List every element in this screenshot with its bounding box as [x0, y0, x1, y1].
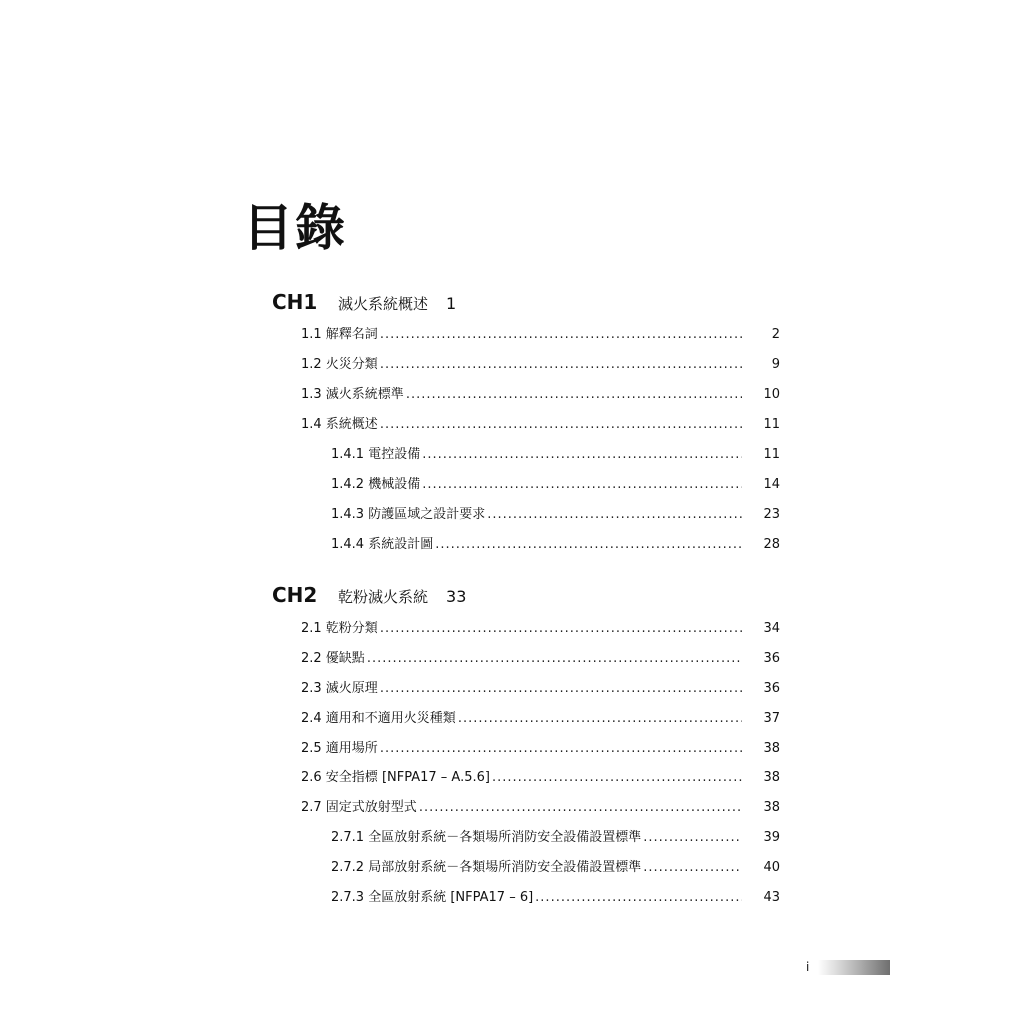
toc-entry-label: 2.6 安全指標 [NFPA17 – A.5.6] — [301, 770, 490, 785]
dot-leader — [367, 651, 742, 666]
toc-entry-page: 36 — [763, 651, 780, 666]
toc-entry — [301, 323, 780, 343]
page-gradient-bar — [818, 960, 890, 975]
dot-leader — [406, 387, 742, 402]
toc-entry — [301, 707, 780, 727]
toc-entry — [301, 677, 780, 697]
toc-entry-label: 1.2 火災分類 — [301, 357, 378, 372]
toc-subentry — [331, 533, 780, 553]
toc-entry-label: 2.3 滅火原理 — [301, 681, 378, 696]
dot-leader — [380, 681, 742, 696]
toc-entry-page: 23 — [763, 507, 780, 522]
toc-entry-label: 1.3 滅火系統標準 — [301, 387, 404, 402]
toc-entry — [301, 383, 780, 403]
dot-leader — [422, 477, 742, 492]
chapter-page: 33 — [446, 587, 467, 606]
toc-entry — [301, 737, 780, 757]
toc-entry-page: 28 — [763, 537, 780, 552]
toc-entry-label: 1.4.1 電控設備 — [331, 447, 421, 462]
dot-leader — [535, 890, 742, 905]
dot-leader — [435, 537, 742, 552]
toc-entry-page: 2 — [771, 327, 780, 342]
page-title: 目錄 — [243, 198, 347, 257]
toc-entry-label: 2.7.2 局部放射系統－各類場所消防安全設備設置標準 — [331, 860, 642, 875]
toc-entry-page: 36 — [763, 681, 780, 696]
toc-entry-label: 1.1 解釋名詞 — [301, 327, 378, 342]
chapter-number: CH1 — [272, 290, 318, 314]
toc-entry-page: 38 — [763, 770, 780, 785]
toc-entry-page: 14 — [763, 477, 780, 492]
page-number: i — [806, 960, 810, 974]
toc-entry-label: 2.7 固定式放射型式 — [301, 800, 417, 815]
toc-subentry — [331, 473, 780, 493]
toc-entry-label: 1.4.3 防護區域之設計要求 — [331, 507, 486, 522]
toc-entry-label: 2.5 適用場所 — [301, 741, 378, 756]
chapter-heading-ch1 — [272, 290, 456, 316]
toc-entry — [301, 647, 780, 667]
toc-entry-label: 2.7.3 全區放射系統 [NFPA17 – 6] — [331, 890, 534, 905]
toc-entry-page: 10 — [763, 387, 780, 402]
dot-leader — [643, 830, 742, 845]
toc-entry — [301, 796, 780, 816]
toc-entry — [301, 413, 780, 433]
dot-leader — [422, 447, 742, 462]
toc-entry — [301, 353, 780, 373]
dot-leader — [380, 621, 742, 636]
toc-entry-label: 2.1 乾粉分類 — [301, 621, 378, 636]
dot-leader — [458, 711, 742, 726]
toc-entry-page: 11 — [763, 447, 780, 462]
toc-entry-page: 9 — [771, 357, 780, 372]
toc-entry-label: 2.4 適用和不適用火災種類 — [301, 711, 456, 726]
chapter-number: CH2 — [272, 583, 318, 607]
toc-subentry — [331, 443, 780, 463]
toc-entry-label: 2.2 優缺點 — [301, 651, 365, 666]
chapter-heading-ch2 — [272, 583, 466, 609]
toc-subentry — [331, 503, 780, 523]
toc-entry-page: 38 — [763, 800, 780, 815]
dot-leader — [380, 357, 742, 372]
toc-subentry — [331, 886, 780, 906]
dot-leader — [492, 770, 742, 785]
chapter-title: 滅火系統概述 — [338, 295, 429, 313]
toc-entry — [301, 617, 780, 637]
toc-entry — [301, 766, 780, 786]
dot-leader — [380, 417, 742, 432]
chapter-page: 1 — [446, 294, 457, 313]
toc-entry-page: 34 — [763, 621, 780, 636]
chapter-title: 乾粉滅火系統 — [338, 588, 429, 606]
toc-entry-label: 1.4 系統概述 — [301, 417, 378, 432]
dot-leader — [380, 741, 742, 756]
toc-subentry — [331, 856, 780, 876]
toc-entry-page: 40 — [763, 860, 780, 875]
dot-leader — [419, 800, 742, 815]
dot-leader — [487, 507, 742, 522]
toc-subentry — [331, 826, 780, 846]
toc-entry-label: 2.7.1 全區放射系統－各類場所消防安全設備設置標準 — [331, 830, 642, 845]
dot-leader — [380, 327, 742, 342]
toc-entry-label: 1.4.4 系統設計圖 — [331, 537, 434, 552]
toc-entry-page: 38 — [763, 741, 780, 756]
toc-entry-page: 11 — [763, 417, 780, 432]
dot-leader — [643, 860, 742, 875]
toc-entry-page: 39 — [763, 830, 780, 845]
toc-entry-label: 1.4.2 機械設備 — [331, 477, 421, 492]
toc-entry-page: 37 — [763, 711, 780, 726]
toc-entry-page: 43 — [763, 890, 780, 905]
